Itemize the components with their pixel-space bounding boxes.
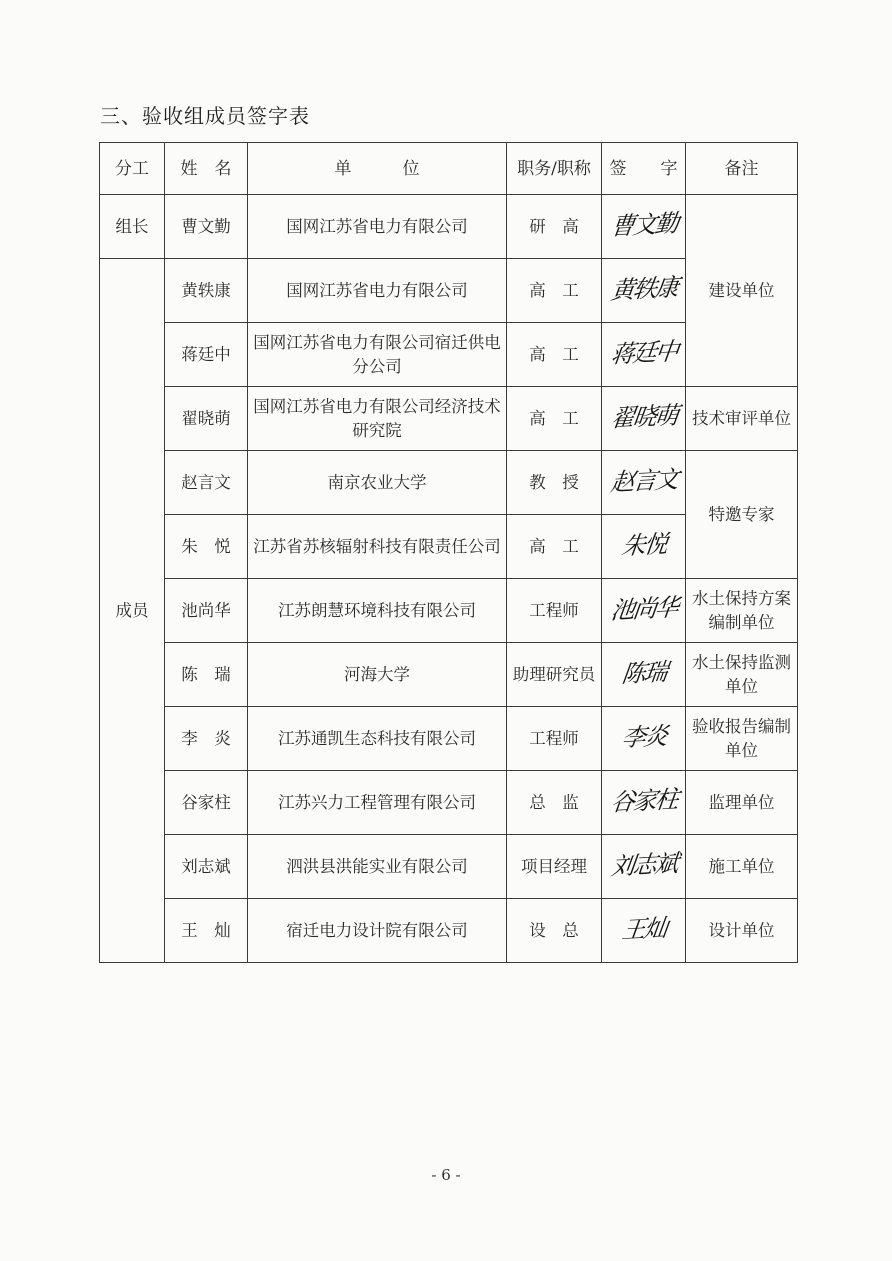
member-unit: 国网江苏省电力有限公司经济技术研究院 bbox=[248, 387, 507, 451]
signature-mark: 池尚华 bbox=[608, 593, 679, 625]
member-unit: 江苏省苏核辐射科技有限责任公司 bbox=[248, 515, 507, 579]
member-title: 项目经理 bbox=[507, 835, 602, 899]
signature-mark: 陈瑞 bbox=[619, 657, 668, 689]
member-name: 黄轶康 bbox=[165, 259, 248, 323]
table-row bbox=[100, 771, 798, 835]
member-unit: 江苏兴力工程管理有限公司 bbox=[248, 771, 507, 835]
remark-soil-plan: 水土保持方案编制单位 bbox=[686, 579, 798, 643]
header-name: 姓 名 bbox=[165, 143, 248, 195]
member-name: 王 灿 bbox=[165, 899, 248, 963]
member-name: 朱 悦 bbox=[165, 515, 248, 579]
signature-mark: 曹文勤 bbox=[608, 209, 679, 241]
signature-mark: 朱悦 bbox=[619, 529, 668, 561]
member-name: 蒋廷中 bbox=[165, 323, 248, 387]
member-signature bbox=[602, 515, 686, 579]
member-name: 刘志斌 bbox=[165, 835, 248, 899]
member-unit: 国网江苏省电力有限公司宿迁供电分公司 bbox=[248, 323, 507, 387]
member-signature bbox=[602, 387, 686, 451]
header-unit: 单 位 bbox=[248, 143, 507, 195]
member-signature bbox=[602, 451, 686, 515]
table-header-row bbox=[100, 143, 798, 195]
signature-mark: 赵言文 bbox=[608, 465, 679, 497]
remark-acceptance: 验收报告编制单位 bbox=[686, 707, 798, 771]
member-signature bbox=[602, 323, 686, 387]
remark-design: 设计单位 bbox=[686, 899, 798, 963]
member-title: 高 工 bbox=[507, 387, 602, 451]
member-name: 曹文勤 bbox=[165, 195, 248, 259]
member-title: 高 工 bbox=[507, 323, 602, 387]
header-role: 分工 bbox=[100, 143, 165, 195]
member-unit: 南京农业大学 bbox=[248, 451, 507, 515]
role-leader: 组长 bbox=[100, 195, 165, 259]
member-title: 高 工 bbox=[507, 259, 602, 323]
member-title: 设 总 bbox=[507, 899, 602, 963]
member-title: 助理研究员 bbox=[507, 643, 602, 707]
header-signature: 签 字 bbox=[602, 143, 686, 195]
signature-mark: 翟晓萌 bbox=[608, 401, 679, 433]
signature-mark: 王灿 bbox=[619, 913, 668, 945]
remark-construction-co: 施工单位 bbox=[686, 835, 798, 899]
member-unit: 宿迁电力设计院有限公司 bbox=[248, 899, 507, 963]
member-signature bbox=[602, 643, 686, 707]
member-name: 池尚华 bbox=[165, 579, 248, 643]
member-signature bbox=[602, 195, 686, 259]
member-signature bbox=[602, 771, 686, 835]
page-number: - 6 - bbox=[431, 1166, 461, 1184]
member-unit: 河海大学 bbox=[248, 643, 507, 707]
member-unit: 国网江苏省电力有限公司 bbox=[248, 259, 507, 323]
member-signature bbox=[602, 899, 686, 963]
remark-supervision: 监理单位 bbox=[686, 771, 798, 835]
member-unit: 国网江苏省电力有限公司 bbox=[248, 195, 507, 259]
member-title: 研 高 bbox=[507, 195, 602, 259]
member-title: 高 工 bbox=[507, 515, 602, 579]
table-row bbox=[100, 835, 798, 899]
member-unit: 江苏通凯生态科技有限公司 bbox=[248, 707, 507, 771]
member-unit: 江苏朗慧环境科技有限公司 bbox=[248, 579, 507, 643]
member-name: 李 炎 bbox=[165, 707, 248, 771]
table-row bbox=[100, 195, 798, 259]
signature-mark: 蒋廷中 bbox=[608, 337, 679, 369]
remark-experts: 特邀专家 bbox=[686, 451, 798, 579]
role-member: 成员 bbox=[100, 259, 165, 963]
table-row bbox=[100, 451, 798, 515]
signature-mark: 黄轶康 bbox=[608, 273, 679, 305]
member-signature bbox=[602, 579, 686, 643]
table-row bbox=[100, 643, 798, 707]
member-title: 教 授 bbox=[507, 451, 602, 515]
member-signature bbox=[602, 259, 686, 323]
signature-mark: 谷家柱 bbox=[608, 785, 679, 817]
remark-construction: 建设单位 bbox=[686, 195, 798, 387]
table-row bbox=[100, 899, 798, 963]
signature-mark: 李炎 bbox=[619, 721, 668, 753]
member-title: 工程师 bbox=[507, 707, 602, 771]
member-title: 工程师 bbox=[507, 579, 602, 643]
header-remark: 备注 bbox=[686, 143, 798, 195]
header-title: 职务/职称 bbox=[507, 143, 602, 195]
member-unit: 泗洪县洪能实业有限公司 bbox=[248, 835, 507, 899]
table-row bbox=[100, 707, 798, 771]
member-name: 陈 瑞 bbox=[165, 643, 248, 707]
member-signature bbox=[602, 835, 686, 899]
member-name: 赵言文 bbox=[165, 451, 248, 515]
member-name: 翟晓萌 bbox=[165, 387, 248, 451]
remark-review: 技术审评单位 bbox=[686, 387, 798, 451]
table-row bbox=[100, 387, 798, 451]
signature-table bbox=[99, 142, 798, 963]
member-signature bbox=[602, 707, 686, 771]
remark-soil-monitor: 水土保持监测单位 bbox=[686, 643, 798, 707]
section-heading: 三、验收组成员签字表 bbox=[100, 104, 310, 128]
member-name: 谷家柱 bbox=[165, 771, 248, 835]
signature-mark: 刘志斌 bbox=[608, 849, 679, 881]
member-title: 总 监 bbox=[507, 771, 602, 835]
table-row bbox=[100, 579, 798, 643]
